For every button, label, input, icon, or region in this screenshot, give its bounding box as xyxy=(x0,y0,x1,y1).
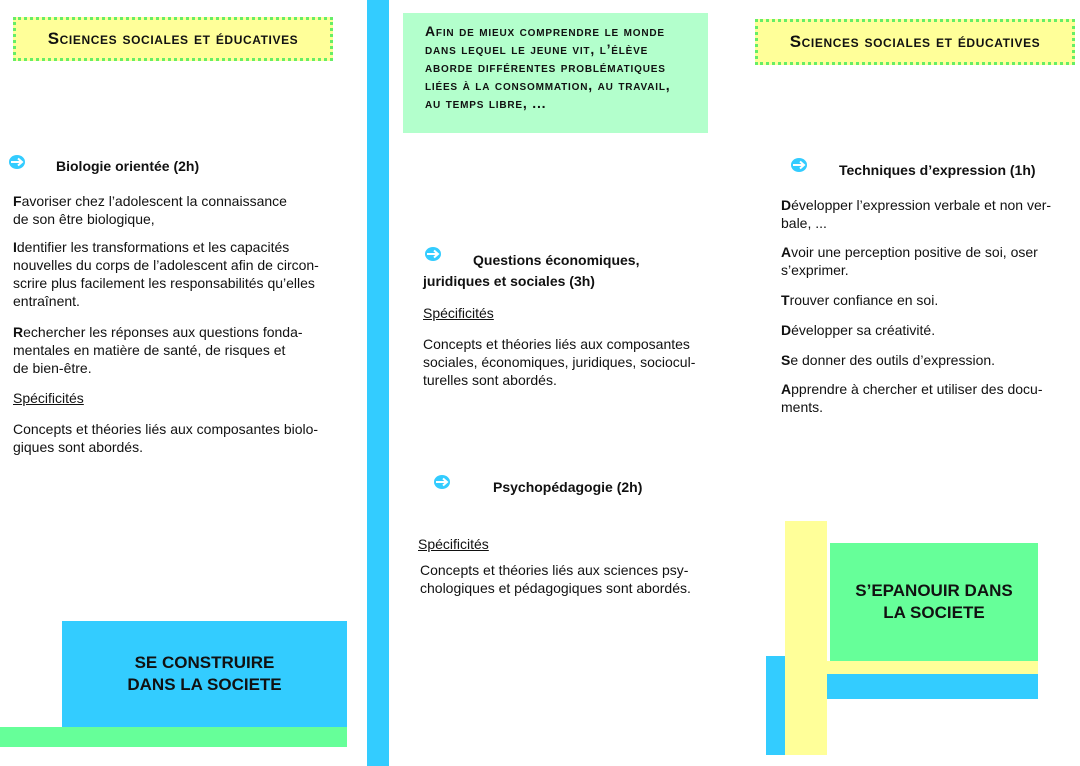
left-title-box xyxy=(13,17,333,61)
column-divider xyxy=(367,0,389,766)
right-blue-horizontal xyxy=(826,674,1038,699)
left-green-bar xyxy=(0,727,347,747)
right-paragraph-1: Développer l’expression verbale et non ver- bale, ... xyxy=(781,197,1052,231)
middle-section2-specificites-label: Spécificités xyxy=(418,536,489,552)
middle-intro-box: Afin de mieux comprendre le monde dans lequel le jeune vit, l’élève aborde différentes problématiques liées à la consommation, au travail, au temps libre, ... xyxy=(403,13,708,133)
left-title: Sciences sociales et éducatives xyxy=(47,29,299,48)
right-paragraph-2: Avoir une perception positive de soi, oser s’exprimer. xyxy=(781,244,1038,278)
left-paragraph-1: Favoriser chez l’adolescent la connaissance de son être biologique, xyxy=(13,193,287,227)
left-paragraph-2: Identifier les transformations et les capacités nouvelles du corps de l’adolescent afin de circon- scrire plus facilement les responsabilités qu’elles entraînent. xyxy=(13,239,319,309)
middle-section1-specificites-label: Spécificités xyxy=(423,305,494,321)
middle-section1-text: Concepts et théories liés aux composantes sociales, économiques, juridiques, sociocul- turelles sont abordés. xyxy=(423,336,696,388)
right-block-label: S’EPANOUIR DANS LA SOCIETE xyxy=(830,543,1038,661)
right-title: Sciences sociales et éducatives xyxy=(789,32,1041,51)
right-yellow-horizontal xyxy=(826,661,1038,674)
right-paragraph-6: Apprendre à chercher et utiliser des docu- ments. xyxy=(781,381,1043,415)
arrow-right-circle-icon xyxy=(8,154,28,170)
left-block-label: SE CONSTRUIRE DANS LA SOCIETE xyxy=(62,621,347,727)
right-paragraph-4: Développer sa créativité. xyxy=(781,322,936,338)
middle-section1-heading: Questions économiques, juridiques et sociales (3h) xyxy=(423,252,640,289)
middle-section2-text: Concepts et théories liés aux sciences psy- chologiques et pédagogiques sont abordés. xyxy=(420,562,691,596)
right-section-heading: Techniques d’expression (1h) xyxy=(839,162,1036,178)
arrow-right-circle-icon xyxy=(790,157,810,173)
left-section-heading: Biologie orientée (2h) xyxy=(56,158,200,174)
left-specificites-label: Spécificités xyxy=(13,390,84,406)
right-paragraph-5: Se donner des outils d’expression. xyxy=(781,352,996,368)
left-paragraph-3: Rechercher les réponses aux questions fonda- mentales en matière de santé, de risques et de bien-être. xyxy=(13,324,303,376)
right-paragraph-3: Trouver confiance en soi. xyxy=(781,292,939,308)
right-yellow-vertical xyxy=(785,521,827,755)
arrow-right-circle-icon xyxy=(433,474,453,490)
middle-section2-heading: Psychopédagogie (2h) xyxy=(493,479,643,495)
left-specificites-text: Concepts et théories liés aux composantes biolo- giques sont abordés. xyxy=(13,421,319,455)
right-title-box xyxy=(755,19,1075,65)
